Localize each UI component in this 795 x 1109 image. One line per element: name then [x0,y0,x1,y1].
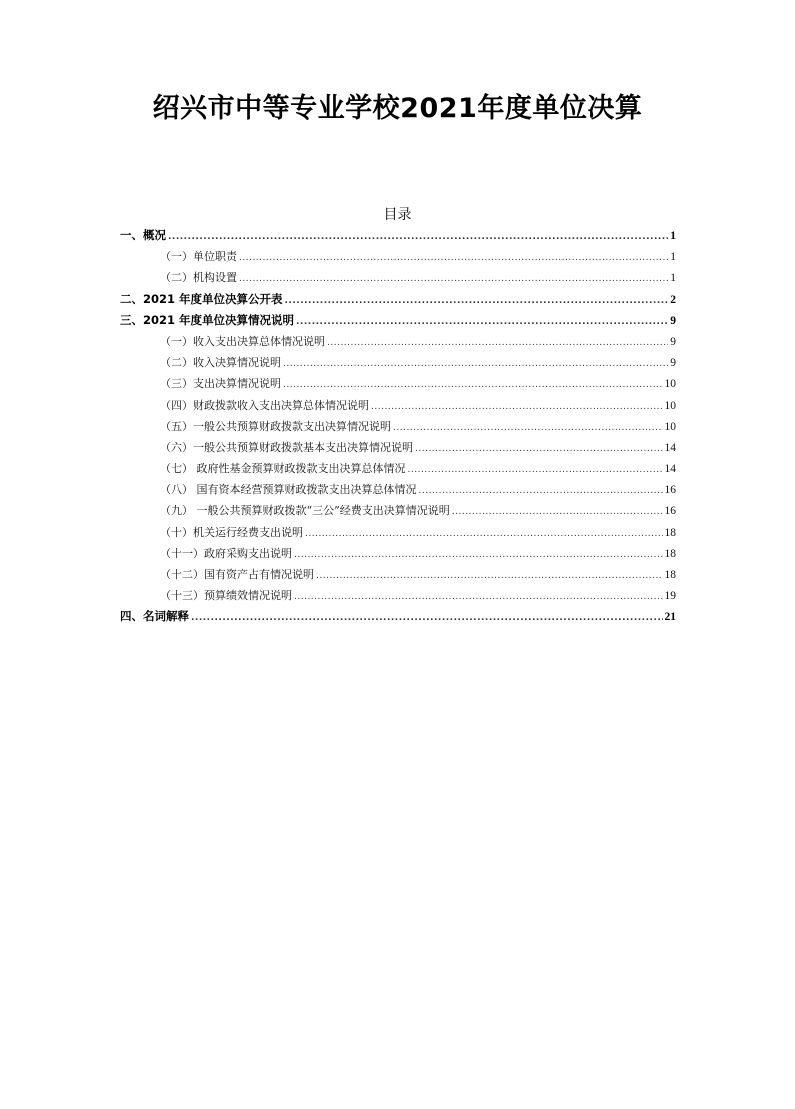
toc-entry-page-number: 9 [670,335,676,348]
toc-entry-title: （六）一般公共预算财政拨款基本支出决算情况说明 [160,440,413,454]
toc-leader-dots [239,274,668,284]
toc-entry[interactable] [120,566,676,587]
toc-entry[interactable] [120,439,676,460]
toc-leader-dots [419,486,663,496]
toc-entry-page-number: 10 [664,420,676,433]
toc-leader-dots [393,423,663,433]
toc-entry-title: （十三）预算绩效情况说明 [160,589,292,603]
toc-entry-page-number: 1 [670,251,676,264]
toc-entry[interactable] [120,587,676,608]
toc-leader-dots [415,444,663,454]
toc-entry-page-number: 2 [670,293,676,306]
toc-entry-title: （五）一般公共预算财政拨款支出决算情况说明 [160,419,391,433]
toc-entry[interactable] [120,397,676,418]
toc-entry-title: （二）收入决算情况说明 [160,356,281,370]
toc-entry-page-number: 16 [664,484,676,497]
toc-entry[interactable] [120,227,676,248]
toc-entry-title: （十二）国有资产占有情况说明 [160,568,314,581]
toc-entry[interactable] [120,545,676,566]
toc-entry-title: 三、2021 年度单位决算情况说明 [120,312,295,327]
toc-leader-dots [452,507,663,517]
toc-leader-dots [316,571,663,581]
toc-entry-page-number: 18 [664,526,676,539]
toc-entry-page-number: 18 [664,569,676,581]
toc-entry-title: 一、概况 [120,228,166,242]
toc-entry-page-number: 9 [670,357,676,370]
toc-entry[interactable] [120,502,676,523]
toc-leader-dots [294,592,663,602]
toc-entry-page-number: 1 [670,230,676,242]
toc-entry[interactable] [120,354,676,375]
toc-leader-dots [305,529,663,539]
document-title: 绍兴市中等专业学校2021年度单位决算 [152,93,643,124]
toc-entry[interactable] [120,524,676,545]
toc-leader-dots [283,359,668,369]
toc-entry-page-number: 1 [670,272,676,285]
toc-entry-title: （二）机构设置 [160,271,237,285]
toc-entry-page-number: 9 [670,314,676,327]
toc-entry[interactable] [120,481,676,502]
toc-heading: 目录 [383,207,412,223]
toc-entry-title: （八） 国有资本经营预算财政拨款支出决算总体情况 [160,483,417,497]
toc-leader-dots [168,232,668,242]
toc-leader-dots [239,253,668,263]
toc-entry[interactable] [120,375,676,396]
toc-entry-page-number: 10 [664,378,676,391]
table-of-contents [120,227,676,630]
toc-entry-page-number: 14 [664,441,676,454]
toc-entry-page-number: 21 [664,611,676,624]
toc-entry-page-number: 18 [664,547,676,560]
toc-entry-title: （四）财政拨款收入支出决算总体情况说明 [160,398,369,412]
toc-entry-title: （一）单位职责 [160,250,237,264]
toc-leader-dots [327,338,668,348]
toc-leader-dots [371,402,663,412]
toc-entry[interactable] [120,333,676,354]
toc-entry-title: （七） 政府性基金预算财政拨款支出决算总体情况 [160,462,406,476]
toc-entry-title: （十一）政府采购支出说明 [160,546,292,560]
toc-entry-page-number: 14 [664,463,676,476]
toc-leader-dots [285,296,669,306]
toc-entry[interactable] [120,608,676,629]
toc-entry-page-number: 16 [664,505,676,518]
toc-leader-dots [283,380,663,390]
toc-entry-title: （三）支出决算情况说明 [160,377,281,391]
toc-leader-dots [408,465,663,475]
toc-entry-title: 二、2021 年度单位决算公开表 [120,291,283,306]
toc-entry-title: 四、名词解释 [120,609,189,624]
toc-entry-title: （十）机关运行经费支出说明 [160,525,303,539]
toc-entry-title: （九） 一般公共预算财政拨款“三公”经费支出决算情况说明 [160,504,450,518]
toc-entry-page-number: 10 [664,399,676,412]
toc-entry-title: （一）收入支出决算总体情况说明 [160,334,325,348]
toc-leader-dots [296,317,668,327]
toc-entry[interactable] [120,460,676,481]
toc-leader-dots [294,550,663,560]
toc-entry-page-number: 19 [664,590,676,603]
toc-entry[interactable] [120,291,676,312]
toc-entry[interactable] [120,418,676,439]
toc-leader-dots [191,613,663,623]
toc-entry[interactable] [120,312,676,333]
toc-entry[interactable] [120,269,676,290]
toc-entry[interactable] [120,248,676,269]
